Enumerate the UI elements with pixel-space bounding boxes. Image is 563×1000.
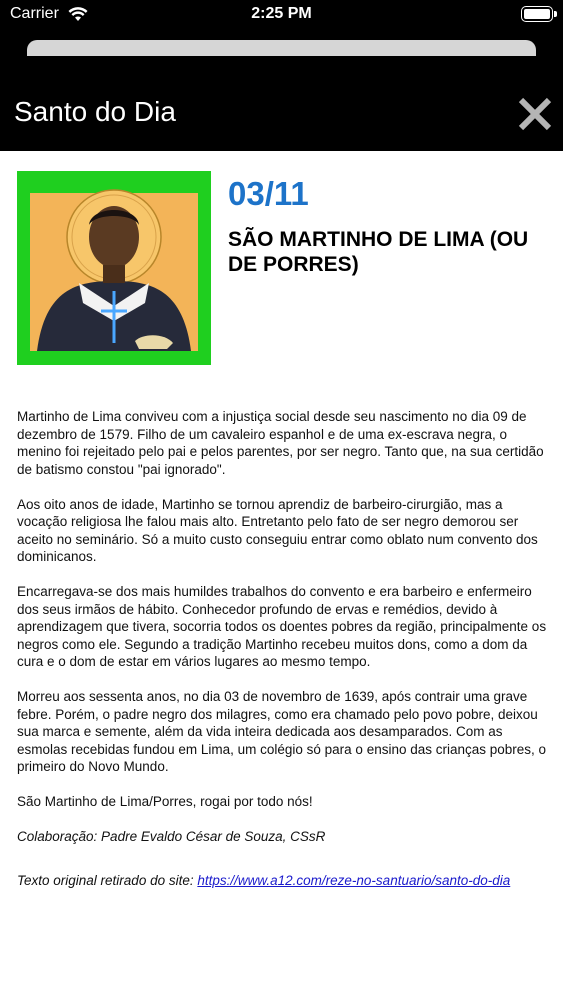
navigation-bar (0, 56, 563, 151)
saint-date: 03/11 (228, 175, 309, 212)
page-title: Santo do Dia (14, 96, 176, 127)
bio-paragraph: Morreu aos sessenta anos, no dia 03 de novembro de 1639, após contrair uma grave febre. Porém, o padre negro dos milagres, como era chamado pelo povo pobre, deixou sua marca e semente, além da vida inteira dedicada aos desamparados. Com as esmolas recebidas fundou em Lima, um colégio só para o ensino das crianças pobres, o primeiro do Novo Mundo. (17, 689, 547, 774)
bio-paragraph: Martinho de Lima conviveu com a injustiça social desde seu nascimento no dia 09 de dezembro de 1579. Filho de um cavaleiro espanhol e de uma ex-escrava negra, o menino foi rejeitado pelo pai e pelos parentes, por ser negro. Tanto que, na sua certidão de batismo constou "pai ignorado". (17, 409, 544, 477)
saint-content (0, 151, 563, 1000)
top-bar (0, 0, 563, 151)
carrier-label: Carrier (10, 5, 59, 22)
bio-paragraph: Encarregava-se dos mais humildes trabalhos do convento e era barbeiro e enfermeiro dos seus irmãos de hábito. Conhecedor profundo de ervas e remédios, devido à aprendizagem que tivera, socorria todos os doentes pobres da região, principalmente os negros como ele. Segundo a tradição Martinho recebeu muitos dons, como a dom da cura e o dom de estar em vários lugares ao mesmo tempo. (17, 584, 547, 669)
bio-paragraph: São Martinho de Lima/Porres, rogai por todo nós! (17, 794, 313, 809)
saint-biography (17, 408, 547, 907)
source-prefix: Texto original retirado do site: (17, 872, 198, 888)
battery-icon (521, 6, 553, 22)
source-link[interactable]: https://www.a12.com/reze-no-santuario/santo-do-dia (197, 872, 511, 888)
collaboration-credit: Colaboração: Padre Evaldo César de Souza, CSsR (17, 829, 326, 844)
saint-image (17, 171, 211, 365)
status-bar (0, 0, 563, 30)
clock: 2:25 PM (251, 5, 312, 22)
bio-paragraph: Aos oito anos de idade, Martinho se tornou aprendiz de barbeiro-cirurgião, mas a vocação religiosa lhe falou mais alto. Entretanto pelo fato de ser negro demorou ser aceito no seminário. Só a muito custo conseguiu entrar como oblato num convento dos dominicanos. (17, 496, 538, 564)
sheet-background-card (27, 40, 536, 56)
source-line (17, 872, 547, 890)
saint-name: SÃO MARTINHO DE LIMA (OU DE PORRES) (228, 228, 529, 276)
close-icon[interactable] (517, 96, 553, 132)
